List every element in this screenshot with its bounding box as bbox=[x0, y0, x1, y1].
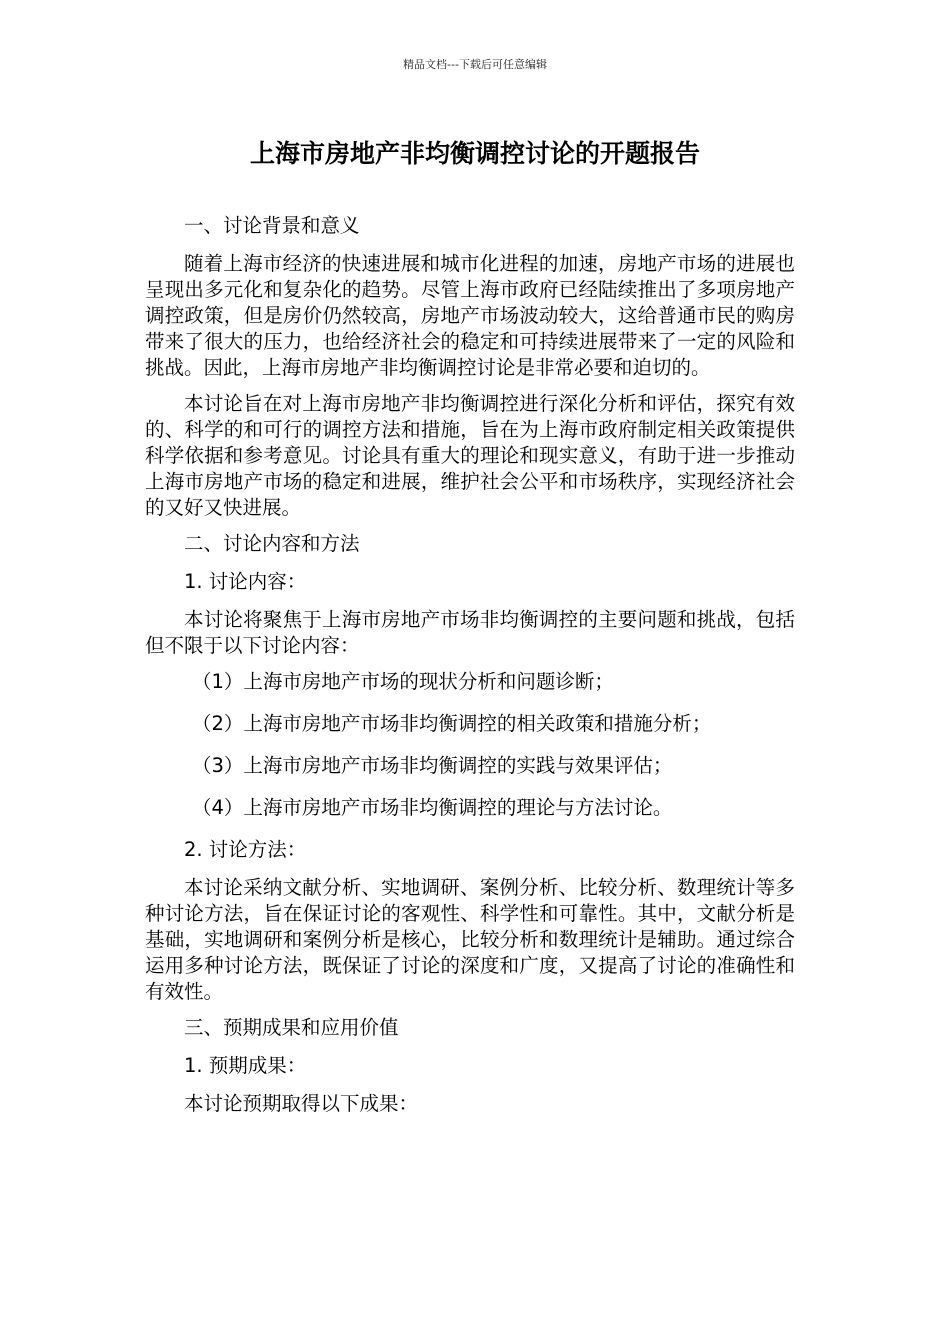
document-body bbox=[145, 213, 795, 1127]
research-item-1: （1）上海市房地产市场的现状分析和问题诊断； bbox=[192, 670, 614, 693]
section-3-subheading-1: 1. 预期成果： bbox=[184, 1054, 307, 1077]
section-1-paragraph-2: 本讨论旨在对上海市房地产非均衡调控进行深化分析和评估，探究有效的、科学的和可行的调控方法和措施，旨在为上海市政府制定相关政策提供科学依据和参考意见。讨论具有重大的理论和现实意义，有助于进一步推动上海市房地产市场的稳定和进展，维护社会公平和市场秩序，实现经济社会的又好又快进展。 bbox=[145, 392, 795, 519]
section-2-sub-2-paragraph: 本讨论采纳文献分析、实地调研、案例分析、比较分析、数理统计等多种讨论方法，旨在保证讨论的客观性、科学性和可靠性。其中，文献分析是基础，实地调研和案例分析是核心，比较分析和数理统计是辅助。通过综合运用多种讨论方法，既保证了讨论的深度和广度，又提高了讨论的准确性和有效性。 bbox=[145, 876, 795, 1003]
document-title: 上海市房地产非均衡调控讨论的开题报告 bbox=[249, 139, 700, 168]
header-note: 精品文档---下载后可任意编辑 bbox=[403, 58, 547, 71]
section-1-heading: 一、讨论背景和意义 bbox=[184, 214, 360, 237]
section-3-sub-1-paragraph: 本讨论预期取得以下成果： bbox=[184, 1092, 419, 1115]
section-3-heading: 三、预期成果和应用价值 bbox=[184, 1016, 399, 1039]
section-2-heading: 二、讨论内容和方法 bbox=[184, 532, 360, 555]
research-item-4: （4）上海市房地产市场非均衡调控的理论与方法讨论。 bbox=[192, 796, 673, 819]
research-item-3: （3）上海市房地产市场非均衡调控的实践与效果评估； bbox=[192, 754, 673, 777]
section-2-subheading-2: 2. 讨论方法： bbox=[184, 838, 307, 861]
research-item-2: （2）上海市房地产市场非均衡调控的相关政策和措施分析； bbox=[192, 712, 712, 735]
section-2-sub-1-paragraph: 本讨论将聚焦于上海市房地产市场非均衡调控的主要问题和挑战，包括但不限于以下讨论内容： bbox=[145, 608, 795, 657]
section-1-paragraph-1: 随着上海市经济的快速进展和城市化进程的加速，房地产市场的进展也呈现出多元化和复杂化的趋势。尽管上海市政府已经陆续推出了多项房地产调控政策，但是房价仍然较高，房地产市场波动较大，这给普通市民的购房带来了很大的压力，也给经济社会的稳定和可持续进展带来了一定的风险和挑战。因此，上海市房地产非均衡调控讨论是非常必要和迫切的。 bbox=[145, 252, 795, 379]
section-2-subheading-1: 1. 讨论内容： bbox=[184, 570, 307, 593]
